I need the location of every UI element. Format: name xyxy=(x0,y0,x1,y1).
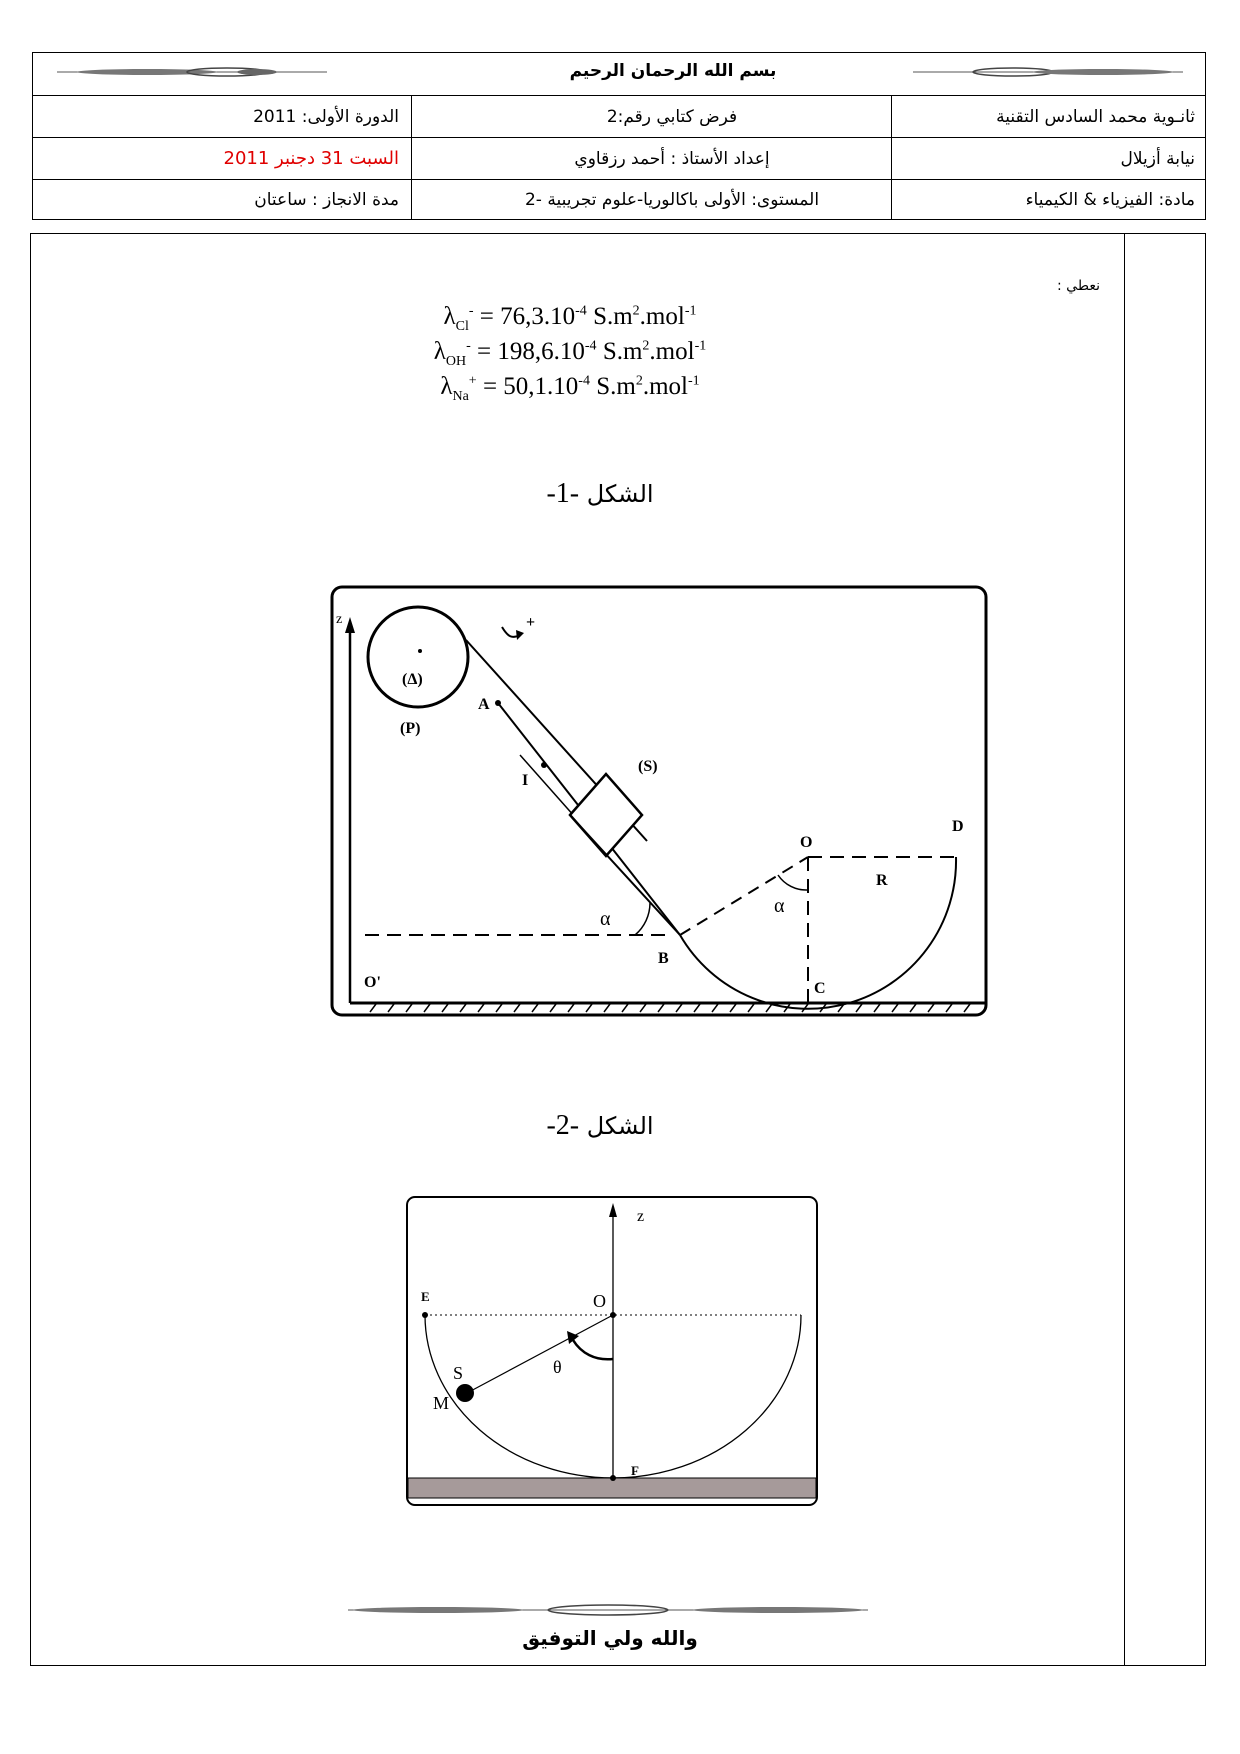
basmala-text: بسم الله الرحمان الرحيم xyxy=(569,61,777,81)
fig1-label-Oprime: O' xyxy=(364,974,381,991)
given-label: نعطي : xyxy=(1057,278,1100,294)
fig1-label-C: C xyxy=(814,980,826,997)
fig1-label-pulley: (P) xyxy=(400,720,421,737)
fig2-label-z: z xyxy=(637,1208,645,1225)
figure2-title: الشكل -2- xyxy=(546,1110,654,1141)
exam-date: السبت 31 دجنبر 2011 xyxy=(223,148,399,169)
session: الدورة الأولى: 2011 xyxy=(253,106,399,127)
header-table xyxy=(32,52,1206,220)
fig1-label-plus: + xyxy=(526,614,536,631)
header-row-3 xyxy=(33,137,1205,179)
fig1-label-O: O xyxy=(800,834,813,851)
fig2-label-F: F xyxy=(631,1463,639,1478)
ornament-left-icon xyxy=(57,65,327,79)
figure1-title: الشكل -1- xyxy=(546,478,654,509)
duration: مدة الانجاز : ساعتان xyxy=(254,189,399,210)
fig1-label-S: (S) xyxy=(638,758,658,775)
fig1-label-B: B xyxy=(658,950,669,967)
school-name: ثانـوية محمد السادس التقنية xyxy=(996,106,1195,127)
formula-oh: $\lambda_{OH}^- = 198,6.10^{-4}$ $S.m^2.mol^{-1}$ xyxy=(433,338,707,369)
header-row-2 xyxy=(33,95,1205,137)
margin-column-line xyxy=(1124,233,1125,1666)
header-row-basmala xyxy=(33,53,1205,95)
fig1-label-I: I xyxy=(522,772,529,789)
fig1-label-alpha2: α xyxy=(774,895,785,917)
fig1-label-A: A xyxy=(478,696,490,713)
ornament-right-icon xyxy=(913,65,1183,79)
header-row-4 xyxy=(33,179,1205,219)
teacher-name: إعداد الأستاذ : أحمد رزقاوي xyxy=(574,148,770,169)
formula-na: $\lambda_{Na}^+ = 50,1.10^{-4}$ $S.m^2.mol^{-1}$ xyxy=(440,373,700,404)
fig1-label-R: R xyxy=(876,872,888,889)
fig1-label-z: z xyxy=(336,612,343,627)
fig2-label-theta: θ xyxy=(553,1357,562,1377)
fig2-label-O: O xyxy=(593,1291,606,1311)
figure2-diagram xyxy=(405,1195,821,1510)
subject: مادة: الفيزياء & الكيمياء xyxy=(1025,189,1195,210)
fig2-label-S: S xyxy=(453,1363,464,1383)
fig1-label-D: D xyxy=(952,818,964,835)
formula-cl: $\lambda_{Cl}^- = 76,3.10^{-4}$ $S.m^2.mol^{-1}$ xyxy=(443,303,697,334)
fig2-label-M: M xyxy=(433,1393,450,1413)
fig1-label-delta: (Δ) xyxy=(402,671,423,688)
delegation: نيابة أزيلال xyxy=(1120,148,1195,169)
ornament-bottom-icon xyxy=(348,1602,868,1618)
closing-text: والله ولي التوفيق xyxy=(522,1626,698,1650)
level: المستوى: الأولى باكالوريا-علوم تجريبية -2 xyxy=(524,189,820,210)
figure1-diagram xyxy=(330,585,990,1020)
test-number: فرض كتابي رقم:2 xyxy=(606,106,738,127)
fig2-label-E: E xyxy=(421,1289,430,1304)
fig1-label-alpha1: α xyxy=(600,908,611,930)
